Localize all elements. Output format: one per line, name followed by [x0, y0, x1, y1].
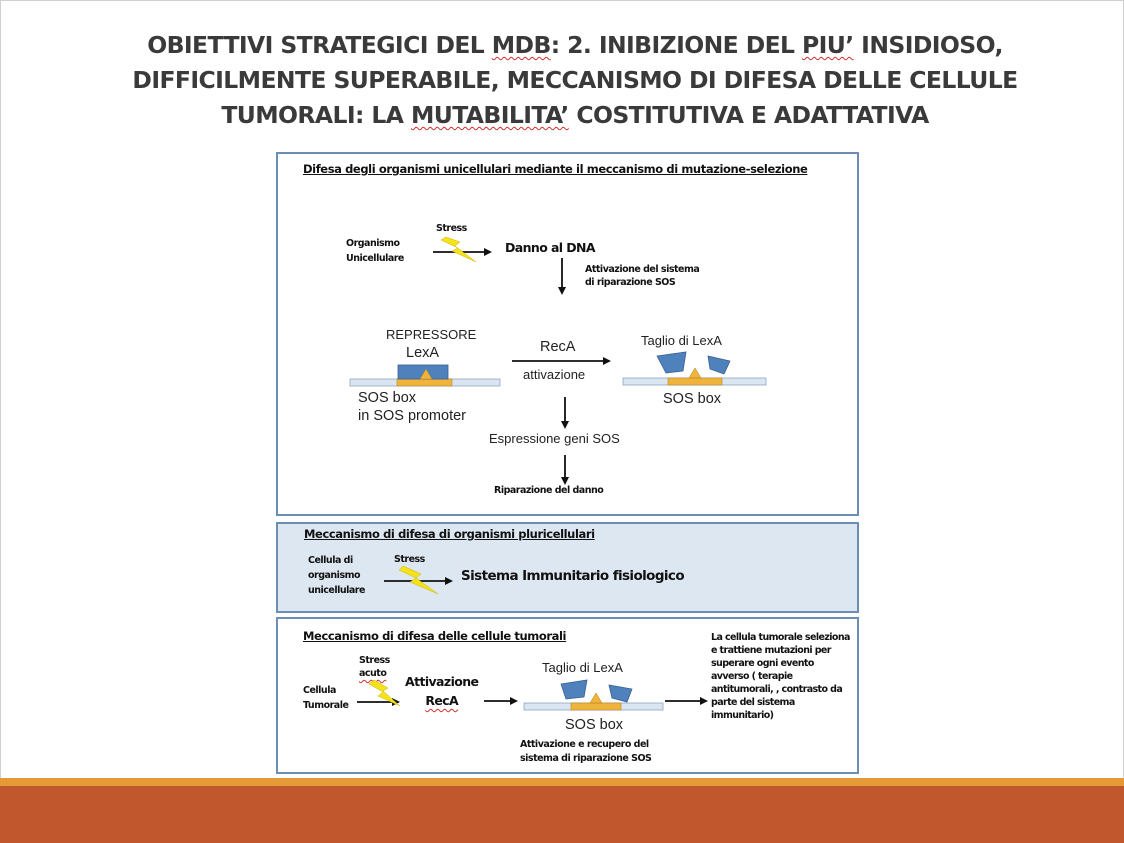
panel2-header: Meccanismo di difesa di organismi pluricellulari — [304, 527, 595, 541]
immune-system-label: Sistema Immunitario fisiologico — [461, 568, 685, 584]
sos-box-promoter-label: SOS box in SOS promoter — [358, 390, 466, 424]
tumor-outcome-text: La cellula tumorale seleziona e trattiene mutazioni per superare ogni evento avverso ( terapie antitumorali, , contrasto da parte del sistema immunitario) — [711, 632, 850, 721]
lexa-label: LexA — [406, 345, 440, 361]
title-line-1: OBIETTIVI STRATEGICI DEL MDB: 2. INIBIZIONE DEL PIU’ INSIDIOSO, — [147, 31, 1003, 59]
panel1-header: Difesa degli organismi unicellulari mediante il meccanismo di mutazione-selezione — [303, 162, 808, 176]
sos-expression-label: Espressione geni SOS — [489, 431, 620, 446]
lightning-icon — [441, 237, 476, 262]
footer-band — [0, 786, 1124, 843]
tumor-cell-label: Cellula Tumorale — [303, 685, 349, 711]
stress-label-2: Stress — [394, 554, 425, 565]
attivazione-label: attivazione — [523, 367, 586, 382]
sos-box-notch-tumor — [590, 693, 602, 703]
lexa-fragment-left — [657, 352, 686, 373]
spellcheck-word: MUTABILITA’ — [410, 101, 569, 129]
sos-box-notch-right — [689, 368, 701, 378]
stress-label: Stress — [436, 223, 467, 234]
lexa-fragment-left — [561, 680, 587, 699]
sos-box-label-2: SOS box — [565, 717, 624, 733]
cell-label: Cellula di organismo unicellulare — [308, 555, 365, 596]
title-line-2: DIFFICILMENTE SUPERABILE, MECCANISMO DI DIFESA DELLE CELLULE — [132, 66, 1018, 94]
reca-activation-label: Attivazione RecA — [405, 674, 479, 708]
sos-box-segment-left — [397, 379, 452, 386]
lightning-icon — [399, 566, 438, 594]
lexa-fragment-right — [708, 356, 730, 374]
taglio-label-2: Taglio di LexA — [542, 660, 623, 675]
sos-box-segment-tumor — [571, 703, 621, 710]
dna-damage-label: Danno al DNA — [505, 240, 595, 255]
lexa-fragment-right — [609, 685, 632, 702]
footer-accent-stripe — [0, 778, 1124, 786]
spellcheck-word: PIU’ — [802, 31, 854, 59]
sos-recovery-label: Attivazione e recupero del sistema di riparazione SOS — [520, 739, 652, 764]
taglio-label: Taglio di LexA — [641, 333, 722, 348]
panel3-header: Meccanismo di difesa delle cellule tumorali — [303, 629, 567, 643]
repressor-label: REPRESSORE — [386, 327, 477, 342]
repair-label: Riparazione del danno — [494, 485, 604, 496]
sos-box-segment-right — [668, 378, 722, 385]
reca-label: RecA — [540, 339, 576, 355]
organism-label: Organismo Unicellulare — [346, 238, 404, 264]
sos-box-label: SOS box — [663, 391, 722, 407]
spellcheck-word: MDB — [491, 31, 551, 59]
acute-stress-label: Stress acuto — [359, 655, 390, 679]
sos-activation-label: Attivazione del sistema di riparazione SOS — [585, 264, 700, 288]
title-line-3: TUMORALI: LA MUTABILITA’ COSTITUTIVA E ADATTATIVA — [221, 101, 929, 129]
